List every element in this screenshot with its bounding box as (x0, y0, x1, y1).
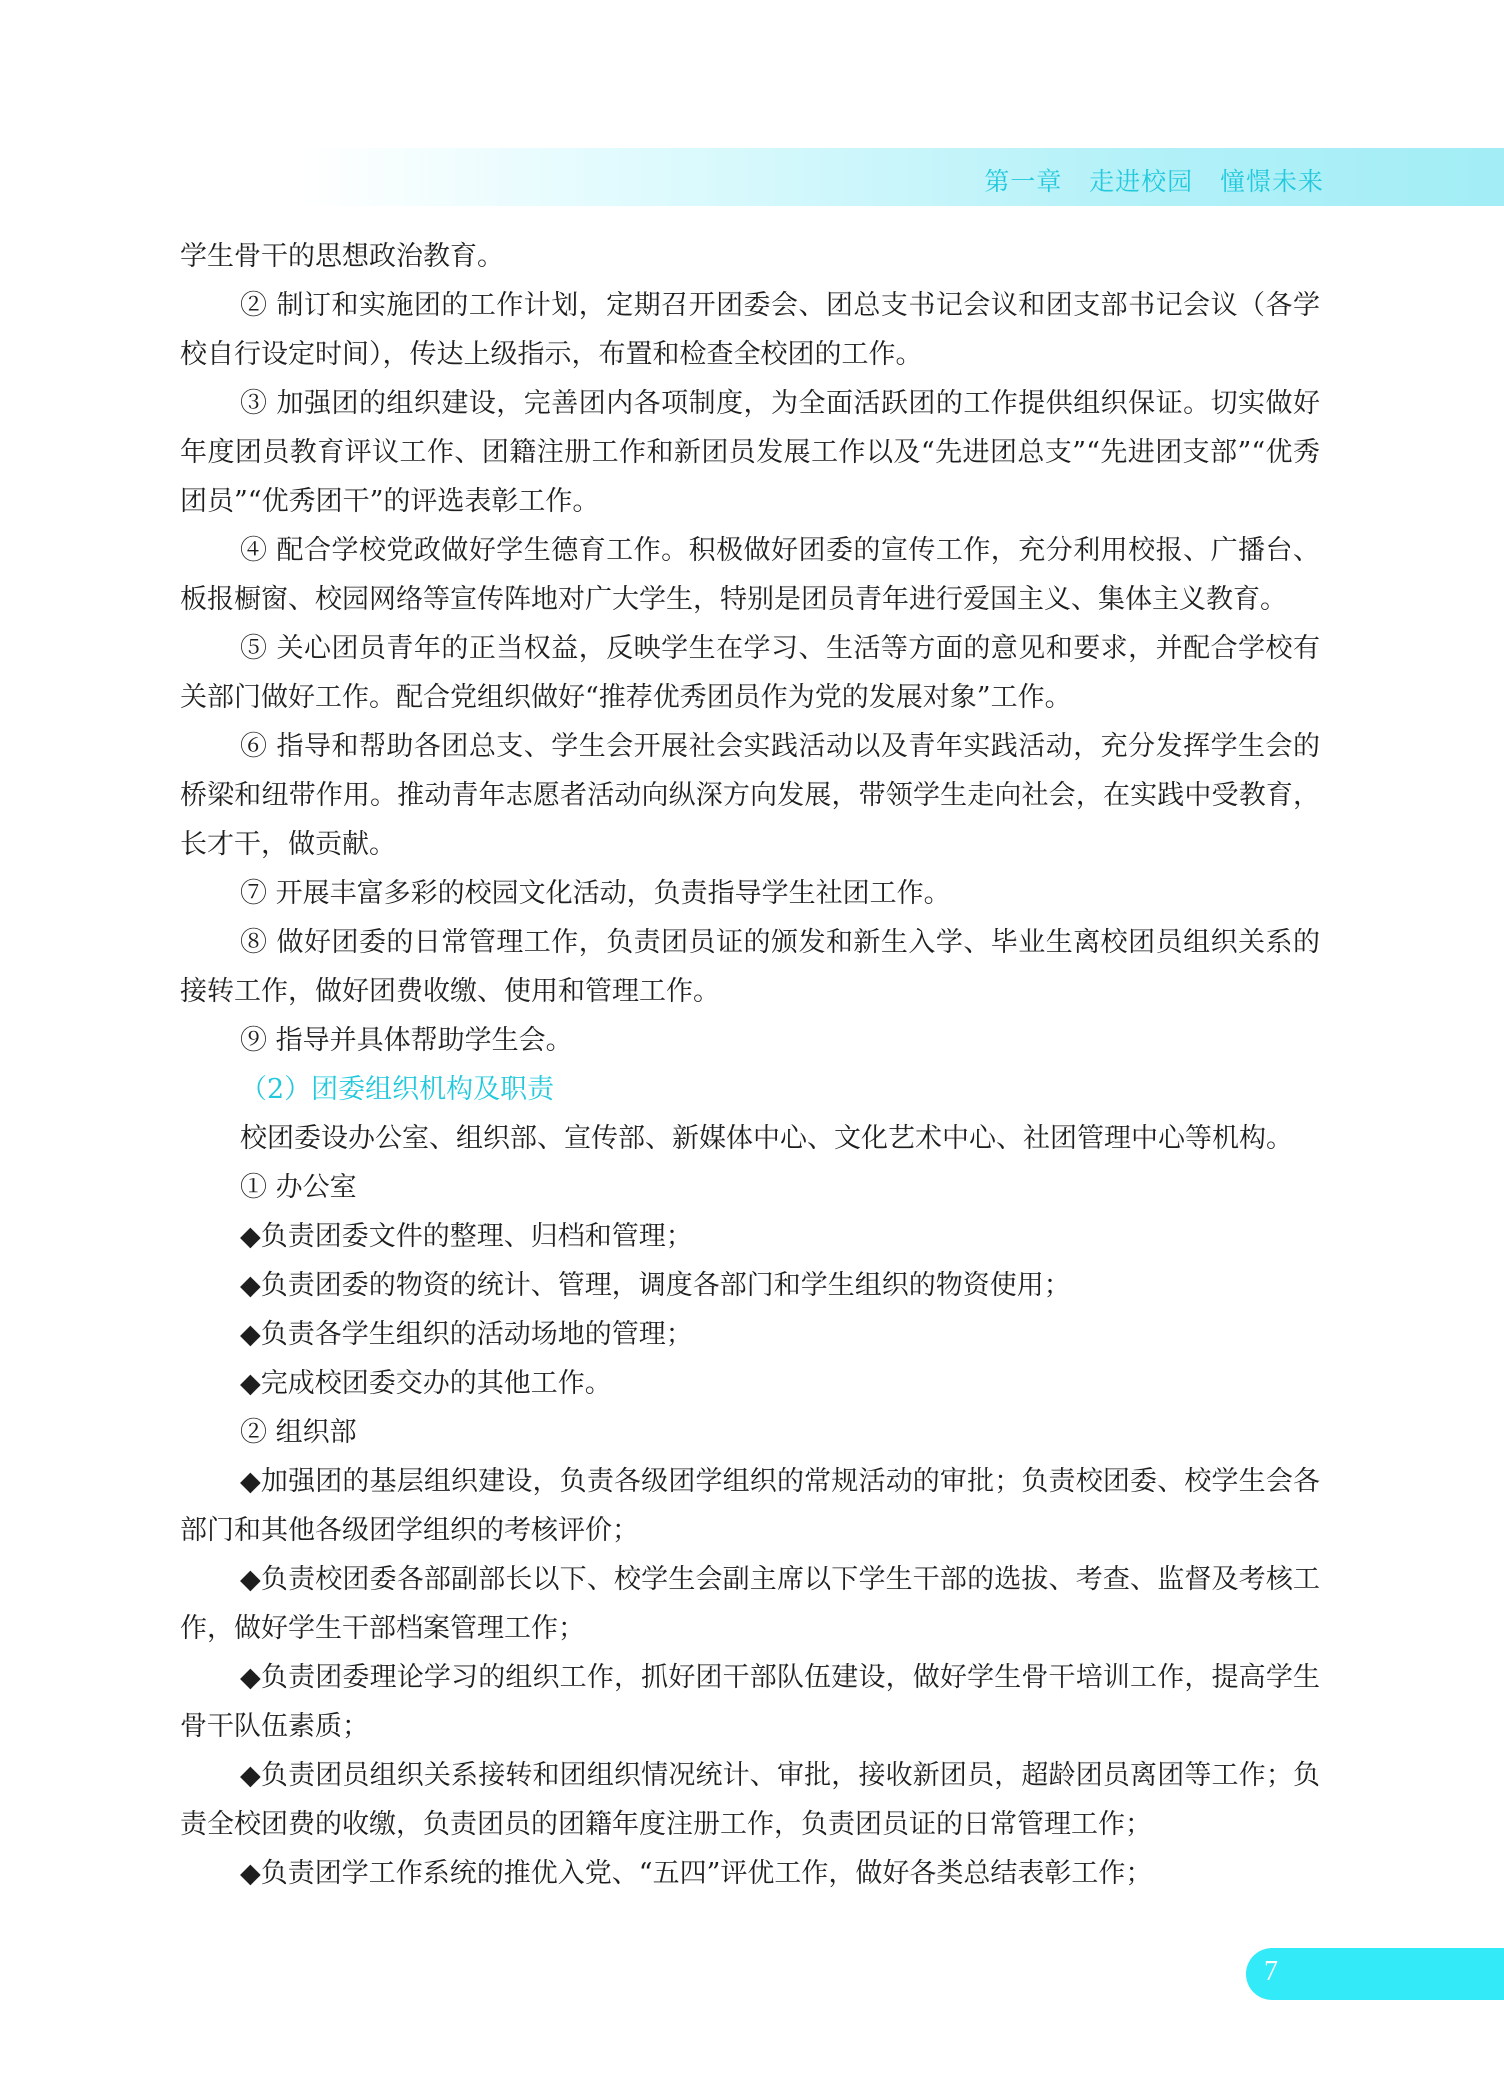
paragraph: 学生骨干的思想政治教育。 (180, 241, 504, 272)
paragraph: ③ 加强团的组织建设，完善团内各项制度，为全面活跃团的工作提供组织保证。切实做好年度团员教育评议工作、团籍注册工作和新团员发展工作以及“先进团总支”“先进团支部”“优秀团员”“优秀团干”的评选表彰工作。 (180, 388, 1320, 517)
paragraph: ⑦ 开展丰富多彩的校园文化活动，负责指导学生社团工作。 (240, 878, 951, 909)
paragraph: ◆负责校团委各部副部长以下、校学生会副主席以下学生干部的选拔、考查、监督及考核工作，做好学生干部档案管理工作； (180, 1564, 1320, 1644)
page-number-badge (1246, 1948, 1504, 2000)
paragraph: 校团委设办公室、组织部、宣传部、新媒体中心、文化艺术中心、社团管理中心等机构。 (240, 1123, 1293, 1154)
paragraph: ② 组织部 (240, 1417, 357, 1448)
paragraph: ⑧ 做好团委的日常管理工作，负责团员证的颁发和新生入学、毕业生离校团员组织关系的接转工作，做好团费收缴、使用和管理工作。 (180, 927, 1320, 1007)
paragraph: ② 制订和实施团的工作计划，定期召开团委会、团总支书记会议和团支部书记会议（各学校自行设定时间），传达上级指示，布置和检查全校团的工作。 (180, 290, 1320, 370)
body-text (180, 232, 1320, 1898)
paragraph: ◆负责团学工作系统的推优入党、“五四”评优工作，做好各类总结表彰工作； (240, 1858, 1153, 1889)
paragraph: ① 办公室 (240, 1172, 357, 1203)
paragraph: ④ 配合学校党政做好学生德育工作。积极做好团委的宣传工作，充分利用校报、广播台、板报橱窗、校园网络等宣传阵地对广大学生，特别是团员青年进行爱国主义、集体主义教育。 (180, 535, 1320, 615)
paragraph: ⑥ 指导和帮助各团总支、学生会开展社会实践活动以及青年实践活动，充分发挥学生会的桥梁和纽带作用。推动青年志愿者活动向纵深方向发展，带领学生走向社会，在实践中受教育，长才干，做贡献。 (180, 731, 1320, 860)
paragraph: ◆负责团员组织关系接转和团组织情况统计、审批，接收新团员，超龄团员离团等工作；负责全校团费的收缴，负责团员的团籍年度注册工作，负责团员证的日常管理工作； (180, 1760, 1320, 1840)
paragraph: ◆负责团委的物资的统计、管理，调度各部门和学生组织的物资使用； (240, 1270, 1071, 1301)
page-number: 7 (1264, 1956, 1278, 1987)
paragraph: ◆负责团委理论学习的组织工作，抓好团干部队伍建设，做好学生骨干培训工作，提高学生骨干队伍素质； (180, 1662, 1320, 1742)
paragraph: ◆负责团委文件的整理、归档和管理； (240, 1221, 693, 1252)
paragraph: ⑤ 关心团员青年的正当权益，反映学生在学习、生活等方面的意见和要求，并配合学校有关部门做好工作。配合党组织做好“推荐优秀团员作为党的发展对象”工作。 (180, 633, 1320, 713)
chapter-title: 第一章 走进校园 憧憬未来 (984, 167, 1324, 196)
paragraph: ◆负责各学生组织的活动场地的管理； (240, 1319, 693, 1350)
paragraph: ◆加强团的基层组织建设，负责各级团学组织的常规活动的审批；负责校团委、校学生会各部门和其他各级团学组织的考核评价； (180, 1466, 1320, 1546)
paragraph: ⑨ 指导并具体帮助学生会。 (240, 1025, 573, 1056)
paragraph: ◆完成校团委交办的其他工作。 (240, 1368, 612, 1399)
section-subheading: （2）团委组织机构及职责 (240, 1074, 555, 1105)
